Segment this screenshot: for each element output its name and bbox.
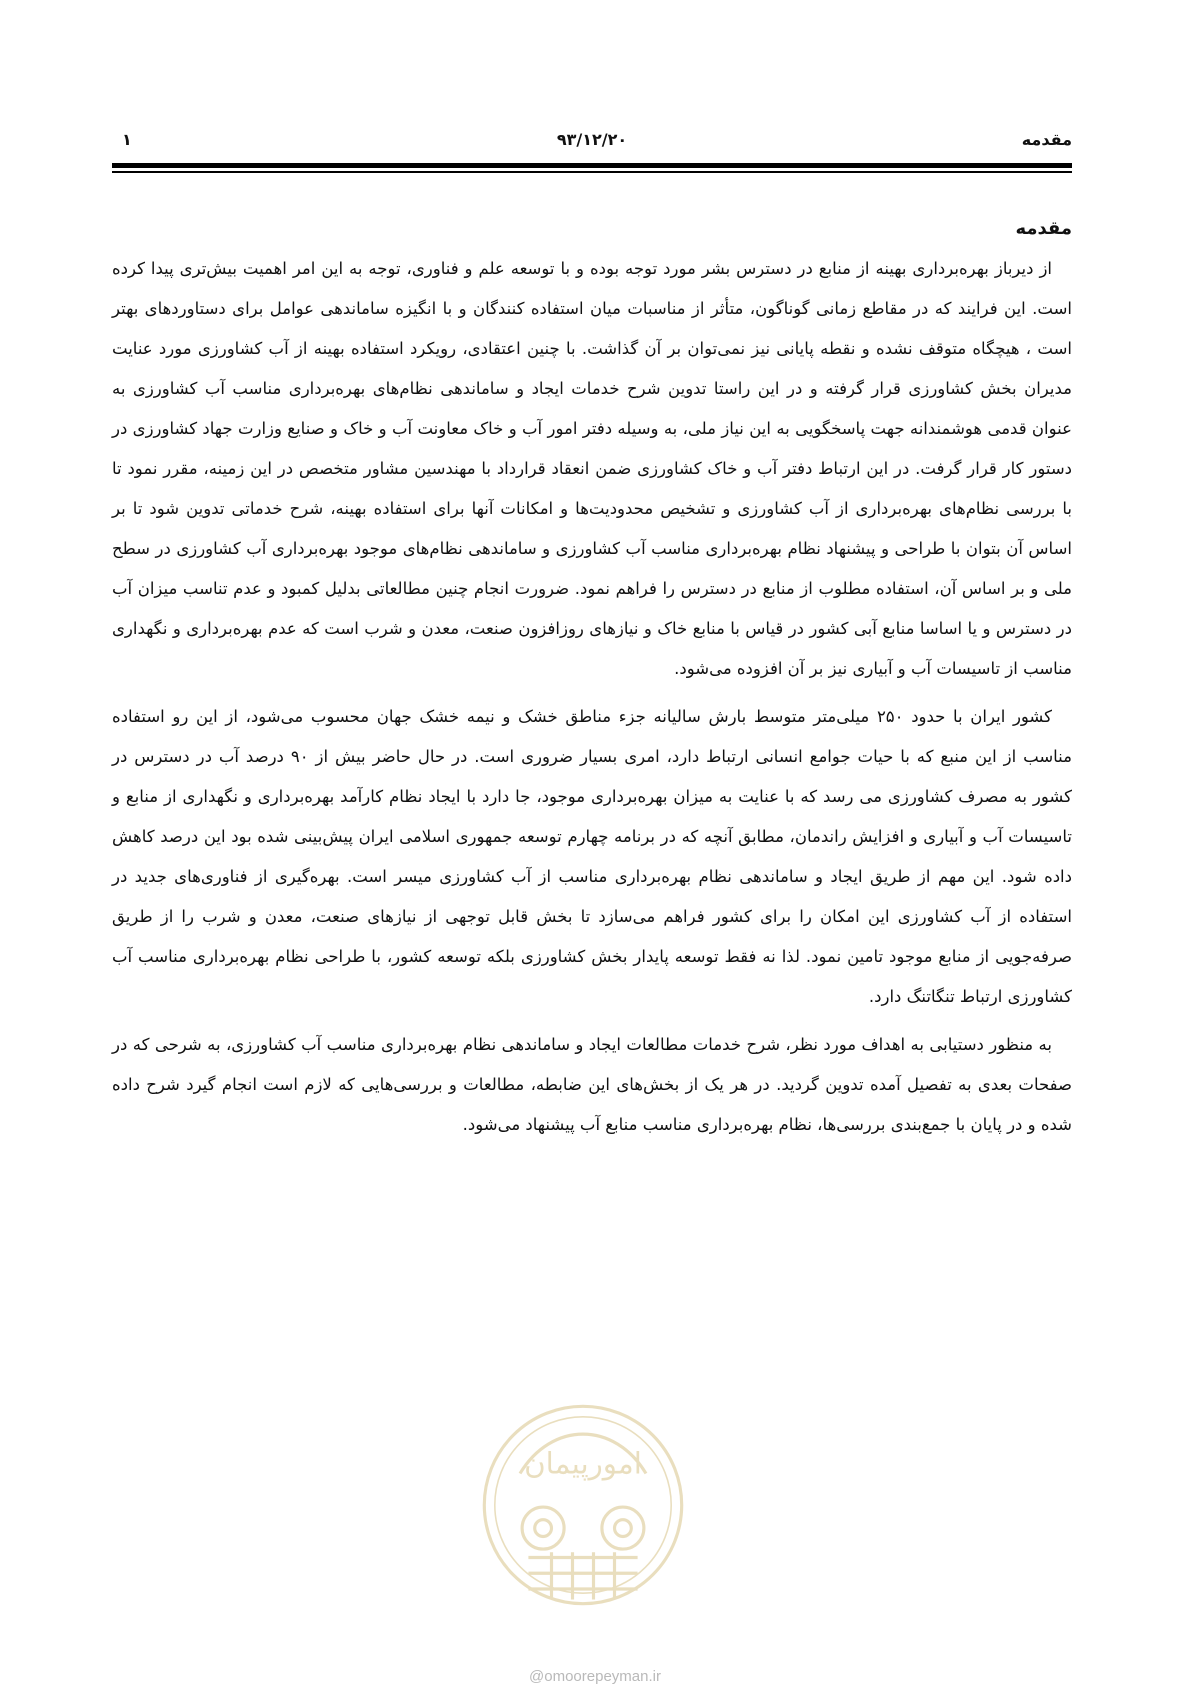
page-header [112, 130, 1072, 158]
header-section-title: مقدمه [1021, 130, 1072, 149]
header-rule-thin [112, 171, 1072, 173]
watermark-url: @omoorepeyman.ir [529, 1668, 661, 1685]
watermark-seal-text: امورپیمان [524, 1446, 642, 1481]
paragraph-2: کشور ایران با حدود ۲۵۰ میلی‌متر متوسط بارش سالیانه جزء مناطق خشک و نیمه خشک جهان محسوب می‌شود، از این رو استفاده مناسب از این منبع که با حیات جوامع انسانی ارتباط دارد، امری بسیار ضروری است. در حال حاضر بیش از ۹۰ درصد آب در دسترس در کشور به مصرف کشاورزی می رسد که با عنایت به میزان بهره‌برداری موجود، جا دارد با ایجاد نظام کارآمد بهره‌برداری و نگهداری از منابع و تاسیسات آب و آبیاری و افزایش راندمان، مطابق آنچه که در برنامه چهارم توسعه جمهوری اسلامی ایران پیش‌بینی شده بود این درصد کاهش داده شود. این مهم از طریق ایجاد و ساماندهی نظام بهره‌برداری مناسب از آب کشاورزی میسر است. بهره‌گیری از فناوری‌های جدید در استفاده از آب کشاورزی این امکان را برای کشور فراهم می‌سازد تا بخش قابل توجهی از نیازهای صنعت، معدن و شرب را از طریق صرفه‌جویی از منابع موجود تامین نمود. لذا نه فقط توسعه پایدار بخش کشاورزی بلکه توسعه کشور، با طراحی نظام بهره‌برداری مناسب آب کشاورزی ارتباط تنگاتنگ دارد. [112, 707, 1072, 1006]
paragraph-1: از دیرباز بهره‌برداری بهینه از منابع در دسترس بشر مورد توجه بوده و با توسعه علم و فناوری، توجه به این امر اهمیت بیش‌تری پیدا کرده است. این فرایند که در مقاطع زمانی گوناگون، متأثر از مناسبات میان استفاده کنندگان و با انگیزه ساماندهی عوامل برای دستاوردهای بهتر است ، هیچگاه متوقف نشده و نقطه پایانی نیز نمی‌توان بر آن گذاشت. با چنین اعتقادی، رویکرد استفاده بهینه از آب کشاورزی مورد عنایت مدیران بخش کشاورزی قرار گرفته و در این راستا تدوین شرح خدمات ایجاد و ساماندهی نظام‌های بهره‌برداری مناسب آب کشاورزی به عنوان قدمی هوشمندانه جهت پاسخگویی به این نیاز ملی، به وسیله دفتر امور آب و خاک معاونت آب و خاک و صنایع وزارت جهاد کشاورزی در دستور کار قرار گرفت. در این ارتباط دفتر آب و خاک کشاورزی ضمن انعقاد قرارداد با مهندسین مشاور متخصص در این زمینه، مقرر نمود تا با بررسی نظام‌های بهره‌برداری از آب کشاورزی و تشخیص محدودیت‌ها و امکانات آنها برای استفاده بهینه، شرح خدماتی تدوین شود تا بر اساس آن بتوان با طراحی و پیشنهاد نظام بهره‌برداری مناسب آب کشاورزی و ساماندهی نظام‌های موجود بهره‌برداری آب کشاورزی در سطح ملی و بر اساس آن، استفاده مطلوب از منابع در دسترس را فراهم نمود. ضرورت انجام چنین مطالعاتی بدلیل کمبود و عدم تناسب میزان آب در دسترس و یا اساسا منابع آبی کشور در قیاس با منابع خاک و نیازهای روزافزون صنعت، معدن و شرب است که عدم بهره‌برداری و نگهداری مناسب از تاسیسات آب و آبیاری نیز بر آن افزوده می‌شود. [112, 259, 1072, 678]
section-heading: مقدمه [1015, 218, 1072, 239]
header-date: ۹۳/۱۲/۲۰ [556, 130, 628, 149]
header-rule-thick [112, 163, 1072, 168]
paragraph-3: به منظور دستیابی به اهداف مورد نظر، شرح خدمات مطالعات ایجاد و ساماندهی نظام بهره‌برداری مناسب آب کشاورزی، به شرحی که در صفحات بعدی به تفصیل آمده تدوین گردید. در هر یک از بخش‌های این ضابطه، مطالعات و بررسی‌هایی که لازم است انجام گیرد شرح داده شده و در پایان با جمع‌بندی بررسی‌ها، نظام بهره‌برداری مناسب منابع آب پیشنهاد می‌شود. [112, 1035, 1072, 1134]
header-page-number: ۱ [122, 130, 132, 149]
watermark-seal [478, 1400, 688, 1610]
main-content [112, 218, 1072, 1153]
